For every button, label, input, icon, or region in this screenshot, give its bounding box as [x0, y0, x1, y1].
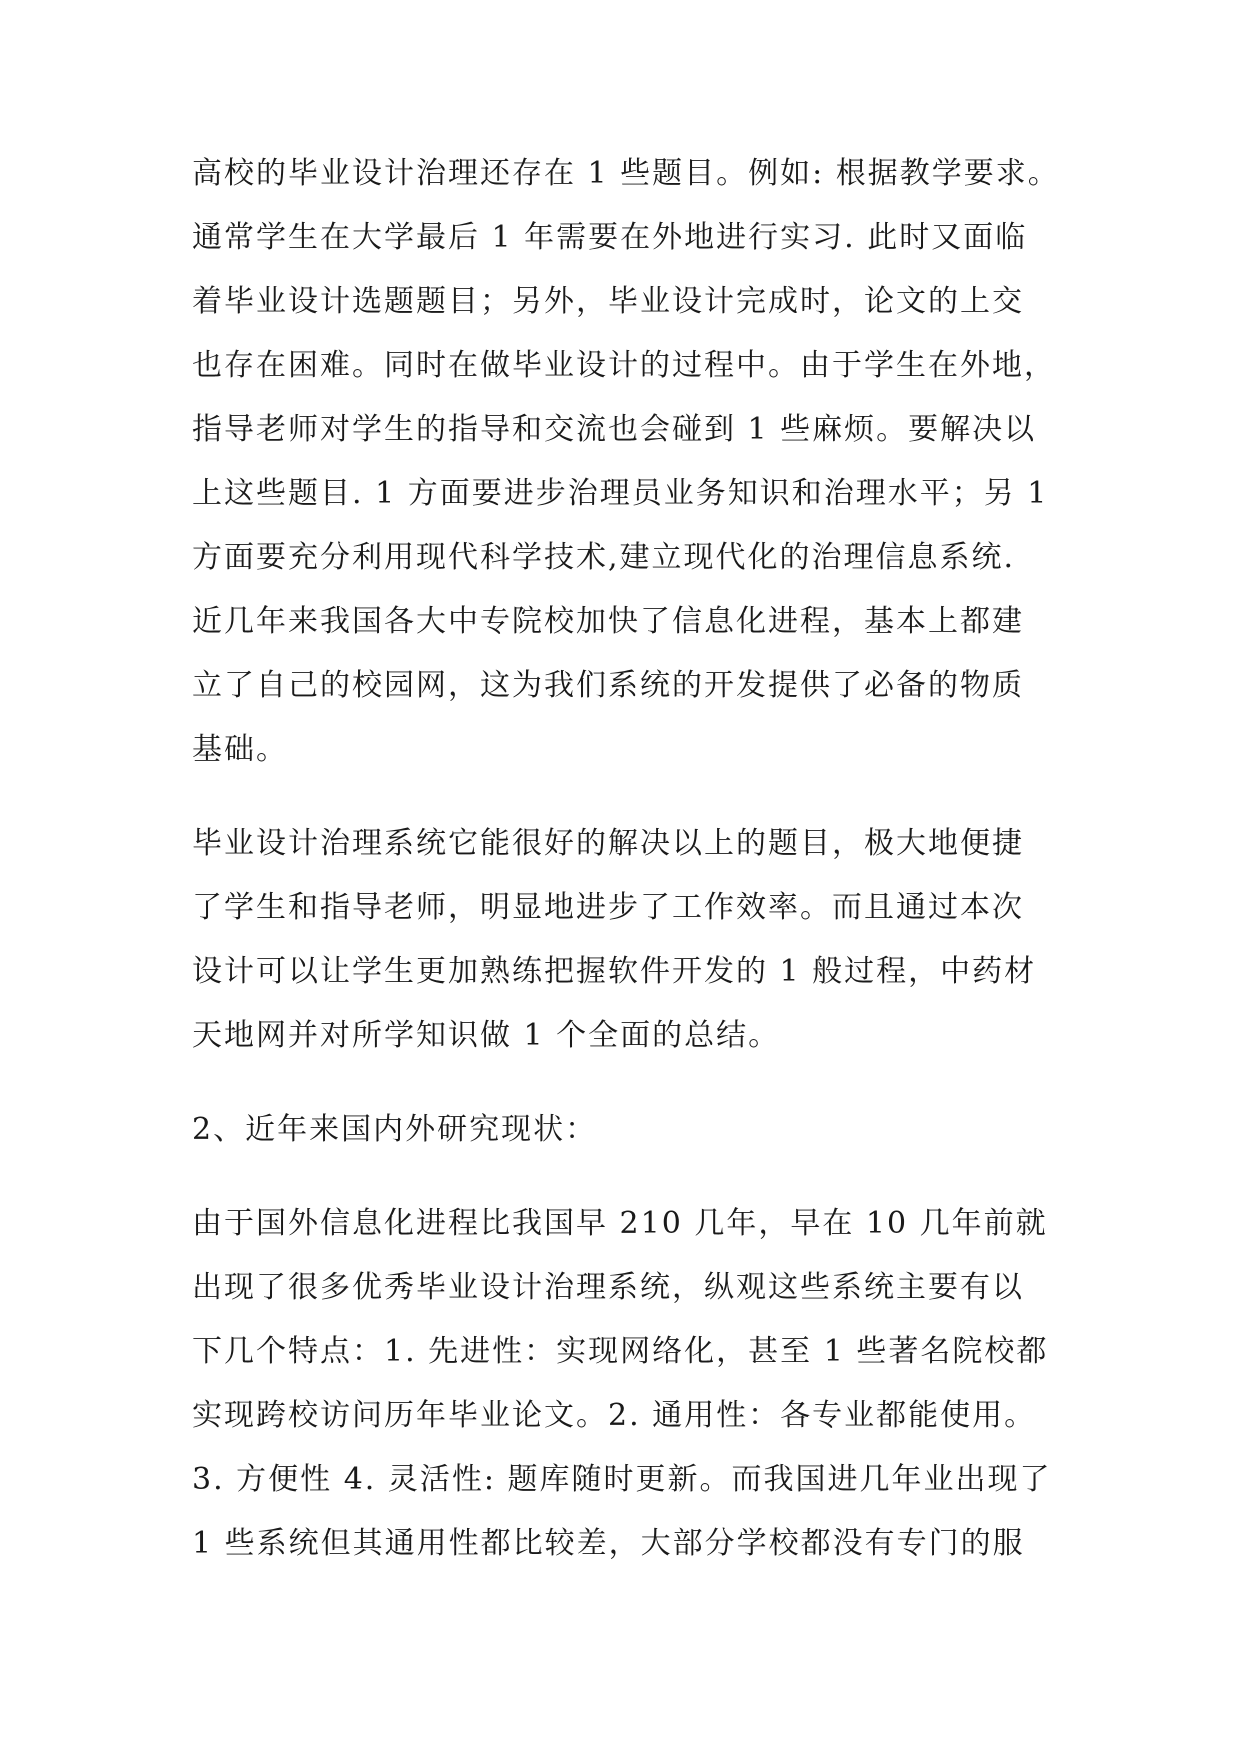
paragraph-1-line-10: 基础。	[192, 732, 288, 767]
paragraph-3-line-6: 1 些系统但其通用性都比较差，大部分学校都没有专门的服	[192, 1526, 1025, 1561]
paragraph-2-line-2: 了学生和指导老师，明显地进步了工作效率。而且通过本次	[192, 890, 1024, 925]
paragraph-1-line-7: 方面要充分利用现代科学技术,建立现代化的治理信息系统.	[192, 540, 1016, 575]
paragraph-1-line-8: 近几年来我国各大中专院校加快了信息化进程，基本上都建	[192, 604, 1024, 639]
paragraph-2-line-4: 天地网并对所学知识做 1 个全面的总结。	[192, 1018, 781, 1053]
paragraph-1-line-6: 上这些题目. 1 方面要进步治理员业务知识和治理水平；另 1	[192, 476, 1049, 511]
paragraph-1-line-2: 通常学生在大学最后 1 年需要在外地进行实习. 此时又面临	[192, 220, 1028, 255]
section-heading: 2、近年来国内外研究现状：	[192, 1112, 598, 1147]
paragraph-3-line-5: 3. 方便性 4. 灵活性: 题库随时更新。而我国进几年业出现了	[192, 1462, 1052, 1497]
paragraph-1-line-3: 着毕业设计选题题目；另外，毕业设计完成时，论文的上交	[192, 284, 1024, 319]
paragraph-1-line-9: 立了自己的校园网，这为我们系统的开发提供了必备的物质	[192, 668, 1024, 703]
paragraph-3-line-2: 出现了很多优秀毕业设计治理系统，纵观这些系统主要有以	[192, 1270, 1024, 1305]
paragraph-1-line-4: 也存在困难。同时在做毕业设计的过程中。由于学生在外地，	[192, 348, 1056, 383]
paragraph-2-line-3: 设计可以让学生更加熟练把握软件开发的 1 般过程，中药材	[192, 954, 1037, 989]
paragraph-3-line-1: 由于国外信息化进程比我国早 210 几年，早在 10 几年前就	[192, 1206, 1048, 1241]
paragraph-3-line-3: 下几个特点：1. 先进性：实现网络化，甚至 1 些著名院校都	[192, 1334, 1049, 1369]
paragraph-3-line-4: 实现跨校访问历年毕业论文。2. 通用性：各专业都能使用。	[192, 1398, 1037, 1433]
paragraph-1-line-5: 指导老师对学生的指导和交流也会碰到 1 些麻烦。要解决以	[192, 412, 1037, 447]
paragraph-2-line-1: 毕业设计治理系统它能很好的解决以上的题目，极大地便捷	[192, 826, 1024, 861]
paragraph-1-line-1: 高校的毕业设计治理还存在 1 些题目。例如: 根据教学要求。	[192, 156, 1060, 191]
